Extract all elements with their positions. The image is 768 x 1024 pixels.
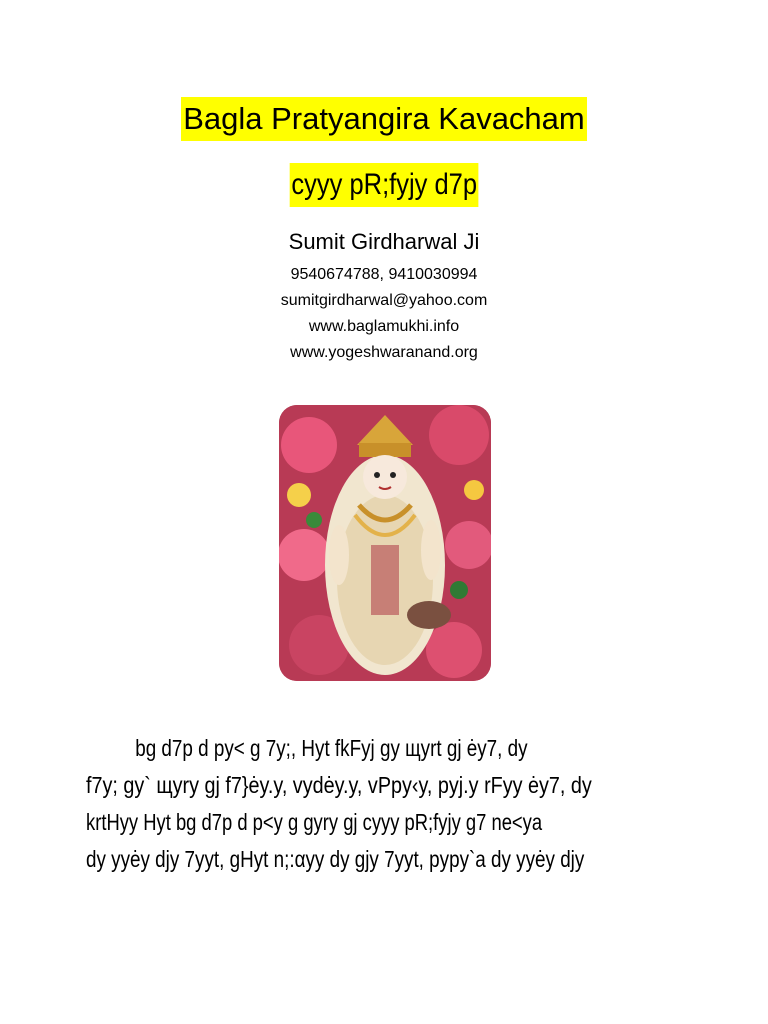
subtitle-block bbox=[0, 163, 768, 207]
contact-block bbox=[0, 262, 768, 366]
document-subtitle: cyyy pR;fyjy d7p bbox=[289, 163, 478, 207]
body-paragraph bbox=[86, 730, 696, 878]
website-link-2: www.yogeshwaranand.org bbox=[290, 344, 478, 361]
deity-illustration bbox=[279, 405, 491, 681]
body-line-2: f7y; gy` щyry gj f7}ėy.y, vydėy.y, vPpy‹y, pyj.y rFyy ėy7, dy bbox=[86, 772, 592, 798]
body-line-4: dy yyėy djy 7yyt, gHyt n;:αyy dy gjy 7yyt, pypy`a dy yyėy djy bbox=[86, 846, 585, 872]
email-address: sumitgirdharwal@yahoo.com bbox=[280, 292, 488, 309]
deity-photo bbox=[279, 405, 491, 681]
author-name: Sumit Girdharwal Ji bbox=[288, 229, 480, 254]
website-link-1: www.baglamukhi.info bbox=[308, 318, 460, 335]
body-line-3: krtHyy Hyt bg d7p d p<y g gyry gj cyyy pR;fyjy g7 ne<ya bbox=[86, 809, 543, 835]
body-line-1: bg d7p d py< g 7y;, Hyt fkFyj gy щyrt gj ėy7, dy bbox=[135, 735, 528, 761]
phone-numbers: 9540674788, 9410030994 bbox=[290, 266, 478, 283]
document-title: Bagla Pratyangira Kavacham bbox=[181, 97, 587, 141]
title-block bbox=[0, 97, 768, 141]
